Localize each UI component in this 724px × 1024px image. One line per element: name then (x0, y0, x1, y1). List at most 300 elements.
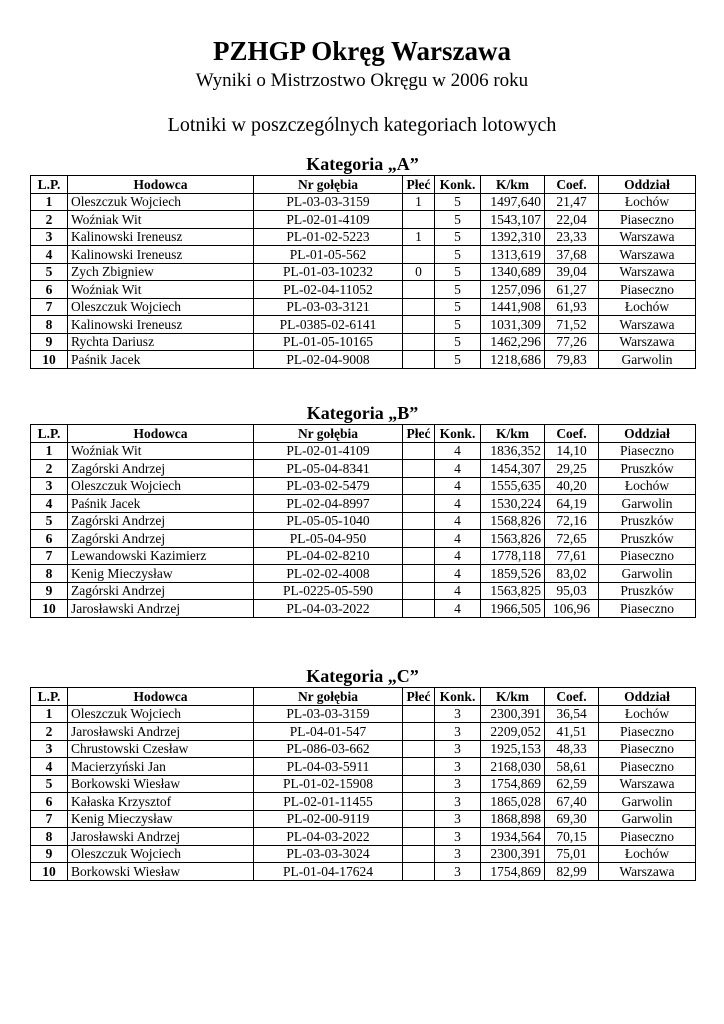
pigeon-number: PL-05-04-950 (254, 530, 403, 548)
kkm-value: 1218,686 (481, 351, 545, 369)
pigeon-number: PL-01-02-5223 (254, 228, 403, 246)
competitions-count: 5 (435, 246, 481, 264)
row-number: 1 (31, 442, 68, 460)
breeder-name: Woźniak Wit (68, 281, 254, 299)
competitions-count: 3 (435, 810, 481, 828)
table-row (31, 600, 696, 618)
col-coef-header: Coef. (545, 425, 599, 443)
pigeon-number: PL-01-02-15908 (254, 775, 403, 793)
pigeon-sex (403, 495, 435, 513)
coefficient-value: 70,15 (545, 828, 599, 846)
breeder-name: Zych Zbigniew (68, 263, 254, 281)
breeder-name: Woźniak Wit (68, 442, 254, 460)
breeder-name: Paśnik Jacek (68, 495, 254, 513)
coefficient-value: 72,16 (545, 512, 599, 530)
kkm-value: 1031,309 (481, 316, 545, 334)
category-a-section (30, 153, 695, 369)
competitions-count: 5 (435, 263, 481, 281)
kkm-value: 1865,028 (481, 793, 545, 811)
branch-name: Pruszków (599, 530, 696, 548)
branch-name: Łochów (599, 705, 696, 723)
table-row (31, 460, 696, 478)
row-number: 8 (31, 565, 68, 583)
coefficient-value: 62,59 (545, 775, 599, 793)
kkm-value: 2300,391 (481, 705, 545, 723)
table-row (31, 351, 696, 369)
pigeon-sex (403, 333, 435, 351)
table-row (31, 298, 696, 316)
competitions-count: 3 (435, 758, 481, 776)
row-number: 3 (31, 228, 68, 246)
row-number: 3 (31, 740, 68, 758)
pigeon-number: PL-02-04-9008 (254, 351, 403, 369)
table-row (31, 793, 696, 811)
row-number: 4 (31, 758, 68, 776)
breeder-name: Macierzyński Jan (68, 758, 254, 776)
coefficient-value: 39,04 (545, 263, 599, 281)
competitions-count: 3 (435, 828, 481, 846)
kkm-value: 1754,869 (481, 775, 545, 793)
pigeon-sex (403, 705, 435, 723)
coefficient-value: 72,65 (545, 530, 599, 548)
table-row (31, 775, 696, 793)
kkm-value: 1563,825 (481, 582, 545, 600)
coefficient-value: 61,27 (545, 281, 599, 299)
breeder-name: Kenig Mieczysław (68, 810, 254, 828)
col-plec-header: Płeć (403, 688, 435, 706)
col-lp-header: L.P. (31, 176, 68, 194)
breeder-name: Zagórski Andrzej (68, 530, 254, 548)
branch-name: Łochów (599, 298, 696, 316)
table-row (31, 281, 696, 299)
branch-name: Warszawa (599, 263, 696, 281)
kkm-value: 1441,908 (481, 298, 545, 316)
pigeon-sex (403, 582, 435, 600)
pigeon-number: PL-02-01-4109 (254, 442, 403, 460)
pigeon-number: PL-0225-05-590 (254, 582, 403, 600)
pigeon-sex: 0 (403, 263, 435, 281)
kkm-value: 1934,564 (481, 828, 545, 846)
breeder-name: Oleszczuk Wojciech (68, 845, 254, 863)
pigeon-sex: 1 (403, 228, 435, 246)
branch-name: Warszawa (599, 333, 696, 351)
coefficient-value: 79,83 (545, 351, 599, 369)
col-hodowca-header: Hodowca (68, 688, 254, 706)
branch-name: Garwolin (599, 565, 696, 583)
breeder-name: Woźniak Wit (68, 211, 254, 229)
col-kkm-header: K/km (481, 176, 545, 194)
pigeon-sex (403, 246, 435, 264)
breeder-name: Oleszczuk Wojciech (68, 705, 254, 723)
competitions-count: 4 (435, 582, 481, 600)
coefficient-value: 22,04 (545, 211, 599, 229)
breeder-name: Oleszczuk Wojciech (68, 193, 254, 211)
col-konk-header: Konk. (435, 176, 481, 194)
table-row (31, 705, 696, 723)
coefficient-value: 37,68 (545, 246, 599, 264)
branch-name: Łochów (599, 477, 696, 495)
coefficient-value: 69,30 (545, 810, 599, 828)
pigeon-sex (403, 211, 435, 229)
branch-name: Piaseczno (599, 211, 696, 229)
table-row (31, 263, 696, 281)
pigeon-number: PL-03-03-3024 (254, 845, 403, 863)
competitions-count: 4 (435, 600, 481, 618)
competitions-count: 4 (435, 547, 481, 565)
branch-name: Piaseczno (599, 828, 696, 846)
pigeon-number: PL-02-00-9119 (254, 810, 403, 828)
competitions-count: 4 (435, 565, 481, 583)
pigeon-sex (403, 793, 435, 811)
row-number: 9 (31, 845, 68, 863)
coefficient-value: 23,33 (545, 228, 599, 246)
category-b-section (30, 402, 695, 618)
table-row (31, 810, 696, 828)
coefficient-value: 77,61 (545, 547, 599, 565)
category-b-title: Kategoria „B” (306, 403, 419, 423)
competitions-count: 3 (435, 793, 481, 811)
kkm-value: 2300,391 (481, 845, 545, 863)
row-number: 4 (31, 246, 68, 264)
col-oddzial-header: Oddział (599, 688, 696, 706)
kkm-value: 1454,307 (481, 460, 545, 478)
pigeon-number: PL-03-02-5479 (254, 477, 403, 495)
breeder-name: Borkowski Wiesław (68, 863, 254, 881)
row-number: 6 (31, 281, 68, 299)
branch-name: Piaseczno (599, 281, 696, 299)
category-c-table (30, 687, 696, 881)
row-number: 7 (31, 810, 68, 828)
coefficient-value: 77,26 (545, 333, 599, 351)
table-header-row (31, 688, 696, 706)
coefficient-value: 61,93 (545, 298, 599, 316)
branch-name: Garwolin (599, 810, 696, 828)
pigeon-number: PL-03-03-3121 (254, 298, 403, 316)
coefficient-value: 21,47 (545, 193, 599, 211)
col-plec-header: Płeć (403, 425, 435, 443)
table-row (31, 863, 696, 881)
coefficient-value: 106,96 (545, 600, 599, 618)
col-nr-golebia-header: Nr gołębia (254, 688, 403, 706)
document-subtitle: Wyniki o Mistrzostwo Okręgu w 2006 roku (195, 70, 529, 91)
pigeon-sex (403, 600, 435, 618)
row-number: 6 (31, 793, 68, 811)
row-number: 8 (31, 316, 68, 334)
branch-name: Piaseczno (599, 740, 696, 758)
table-header-row (31, 176, 696, 194)
coefficient-value: 64,19 (545, 495, 599, 513)
competitions-count: 3 (435, 740, 481, 758)
col-oddzial-header: Oddział (599, 176, 696, 194)
pigeon-sex: 1 (403, 193, 435, 211)
pigeon-sex (403, 758, 435, 776)
pigeon-number: PL-04-01-547 (254, 723, 403, 741)
table-row (31, 228, 696, 246)
pigeon-number: PL-0385-02-6141 (254, 316, 403, 334)
row-number: 10 (31, 351, 68, 369)
kkm-value: 1836,352 (481, 442, 545, 460)
table-row (31, 333, 696, 351)
branch-name: Łochów (599, 193, 696, 211)
col-lp-header: L.P. (31, 425, 68, 443)
row-number: 1 (31, 705, 68, 723)
table-row (31, 193, 696, 211)
coefficient-value: 29,25 (545, 460, 599, 478)
branch-name: Warszawa (599, 775, 696, 793)
col-lp-header: L.P. (31, 688, 68, 706)
breeder-name: Jarosławski Andrzej (68, 600, 254, 618)
pigeon-number: PL-03-03-3159 (254, 705, 403, 723)
coefficient-value: 40,20 (545, 477, 599, 495)
pigeon-sex (403, 828, 435, 846)
pigeon-sex (403, 530, 435, 548)
category-c-title: Kategoria „C” (306, 666, 419, 686)
kkm-value: 1462,296 (481, 333, 545, 351)
row-number: 4 (31, 495, 68, 513)
breeder-name: Oleszczuk Wojciech (68, 477, 254, 495)
table-header-row (31, 425, 696, 443)
branch-name: Pruszków (599, 460, 696, 478)
col-nr-golebia-header: Nr gołębia (254, 176, 403, 194)
row-number: 5 (31, 512, 68, 530)
breeder-name: Kalinowski Ireneusz (68, 246, 254, 264)
branch-name: Piaseczno (599, 442, 696, 460)
pigeon-sex (403, 316, 435, 334)
row-number: 2 (31, 723, 68, 741)
row-number: 10 (31, 863, 68, 881)
breeder-name: Jarosławski Andrzej (68, 723, 254, 741)
table-row (31, 495, 696, 513)
pigeon-sex (403, 740, 435, 758)
breeder-name: Chrustowski Czesław (68, 740, 254, 758)
col-konk-header: Konk. (435, 425, 481, 443)
coefficient-value: 71,52 (545, 316, 599, 334)
coefficient-value: 83,02 (545, 565, 599, 583)
category-b-table (30, 424, 696, 618)
kkm-value: 1340,689 (481, 263, 545, 281)
competitions-count: 3 (435, 863, 481, 881)
row-number: 9 (31, 582, 68, 600)
kkm-value: 1966,505 (481, 600, 545, 618)
coefficient-value: 36,54 (545, 705, 599, 723)
branch-name: Garwolin (599, 793, 696, 811)
competitions-count: 5 (435, 316, 481, 334)
branch-name: Pruszków (599, 582, 696, 600)
row-number: 8 (31, 828, 68, 846)
pigeon-sex (403, 460, 435, 478)
pigeon-number: PL-02-01-4109 (254, 211, 403, 229)
col-hodowca-header: Hodowca (68, 176, 254, 194)
branch-name: Piaseczno (599, 723, 696, 741)
breeder-name: Kenig Mieczysław (68, 565, 254, 583)
competitions-count: 4 (435, 477, 481, 495)
pigeon-number: PL-02-01-11455 (254, 793, 403, 811)
row-number: 5 (31, 775, 68, 793)
col-nr-golebia-header: Nr gołębia (254, 425, 403, 443)
pigeon-number: PL-04-03-2022 (254, 828, 403, 846)
breeder-name: Paśnik Jacek (68, 351, 254, 369)
breeder-name: Kalinowski Ireneusz (68, 316, 254, 334)
coefficient-value: 14,10 (545, 442, 599, 460)
kkm-value: 1555,635 (481, 477, 545, 495)
competitions-count: 5 (435, 228, 481, 246)
branch-name: Warszawa (599, 863, 696, 881)
branch-name: Garwolin (599, 351, 696, 369)
pigeon-number: PL-01-04-17624 (254, 863, 403, 881)
pigeon-sex (403, 281, 435, 299)
competitions-count: 3 (435, 845, 481, 863)
coefficient-value: 48,33 (545, 740, 599, 758)
pigeon-number: PL-04-02-8210 (254, 547, 403, 565)
competitions-count: 4 (435, 442, 481, 460)
breeder-name: Rychta Dariusz (68, 333, 254, 351)
table-row (31, 512, 696, 530)
row-number: 3 (31, 477, 68, 495)
col-kkm-header: K/km (481, 688, 545, 706)
pigeon-number: PL-05-05-1040 (254, 512, 403, 530)
competitions-count: 3 (435, 705, 481, 723)
pigeon-sex (403, 442, 435, 460)
branch-name: Pruszków (599, 512, 696, 530)
col-plec-header: Płeć (403, 176, 435, 194)
table-row (31, 211, 696, 229)
competitions-count: 3 (435, 775, 481, 793)
pigeon-number: PL-04-03-2022 (254, 600, 403, 618)
pigeon-number: PL-01-03-10232 (254, 263, 403, 281)
breeder-name: Zagórski Andrzej (68, 582, 254, 600)
kkm-value: 1530,224 (481, 495, 545, 513)
branch-name: Piaseczno (599, 547, 696, 565)
coefficient-value: 58,61 (545, 758, 599, 776)
table-row (31, 740, 696, 758)
kkm-value: 1497,640 (481, 193, 545, 211)
branch-name: Piaseczno (599, 758, 696, 776)
document-title: PZHGP Okręg Warszawa (213, 36, 511, 66)
kkm-value: 1778,118 (481, 547, 545, 565)
pigeon-number: PL-01-05-10165 (254, 333, 403, 351)
table-row (31, 442, 696, 460)
table-row (31, 316, 696, 334)
kkm-value: 1868,898 (481, 810, 545, 828)
table-row (31, 547, 696, 565)
coefficient-value: 67,40 (545, 793, 599, 811)
kkm-value: 1257,096 (481, 281, 545, 299)
pigeon-number: PL-02-04-8997 (254, 495, 403, 513)
branch-name: Garwolin (599, 495, 696, 513)
table-row (31, 565, 696, 583)
kkm-value: 1568,826 (481, 512, 545, 530)
competitions-count: 4 (435, 512, 481, 530)
branch-name: Warszawa (599, 246, 696, 264)
category-a-title: Kategoria „A” (306, 154, 419, 174)
kkm-value: 1754,869 (481, 863, 545, 881)
row-number: 5 (31, 263, 68, 281)
branch-name: Warszawa (599, 316, 696, 334)
kkm-value: 1563,826 (481, 530, 545, 548)
pigeon-sex (403, 547, 435, 565)
pigeon-sex (403, 298, 435, 316)
row-number: 6 (31, 530, 68, 548)
coefficient-value: 75,01 (545, 845, 599, 863)
breeder-name: Borkowski Wiesław (68, 775, 254, 793)
pigeon-number: PL-04-03-5911 (254, 758, 403, 776)
competitions-count: 5 (435, 333, 481, 351)
breeder-name: Zagórski Andrzej (68, 460, 254, 478)
col-konk-header: Konk. (435, 688, 481, 706)
branch-name: Warszawa (599, 228, 696, 246)
breeder-name: Kalinowski Ireneusz (68, 228, 254, 246)
section-heading: Lotniki w poszczególnych kategoriach lotowych (167, 114, 557, 136)
pigeon-sex (403, 512, 435, 530)
branch-name: Piaseczno (599, 600, 696, 618)
kkm-value: 1925,153 (481, 740, 545, 758)
pigeon-number: PL-02-02-4008 (254, 565, 403, 583)
kkm-value: 2209,052 (481, 723, 545, 741)
table-row (31, 530, 696, 548)
col-hodowca-header: Hodowca (68, 425, 254, 443)
pigeon-number: PL-086-03-662 (254, 740, 403, 758)
col-coef-header: Coef. (545, 688, 599, 706)
coefficient-value: 95,03 (545, 582, 599, 600)
table-row (31, 828, 696, 846)
breeder-name: Zagórski Andrzej (68, 512, 254, 530)
pigeon-sex (403, 723, 435, 741)
category-c-section (30, 665, 695, 881)
table-row (31, 723, 696, 741)
pigeon-number: PL-03-03-3159 (254, 193, 403, 211)
kkm-value: 1392,310 (481, 228, 545, 246)
row-number: 10 (31, 600, 68, 618)
competitions-count: 5 (435, 298, 481, 316)
row-number: 2 (31, 211, 68, 229)
pigeon-sex (403, 565, 435, 583)
breeder-name: Jarosławski Andrzej (68, 828, 254, 846)
competitions-count: 5 (435, 211, 481, 229)
pigeon-sex (403, 863, 435, 881)
coefficient-value: 82,99 (545, 863, 599, 881)
row-number: 7 (31, 298, 68, 316)
competitions-count: 5 (435, 193, 481, 211)
pigeon-sex (403, 477, 435, 495)
pigeon-sex (403, 845, 435, 863)
pigeon-number: PL-05-04-8341 (254, 460, 403, 478)
row-number: 1 (31, 193, 68, 211)
kkm-value: 1859,526 (481, 565, 545, 583)
kkm-value: 1313,619 (481, 246, 545, 264)
competitions-count: 5 (435, 351, 481, 369)
breeder-name: Lewandowski Kazimierz (68, 547, 254, 565)
col-coef-header: Coef. (545, 176, 599, 194)
pigeon-sex (403, 351, 435, 369)
table-row (31, 246, 696, 264)
row-number: 2 (31, 460, 68, 478)
breeder-name: Kałaska Krzysztof (68, 793, 254, 811)
table-row (31, 758, 696, 776)
col-kkm-header: K/km (481, 425, 545, 443)
category-a-table (30, 175, 696, 369)
coefficient-value: 41,51 (545, 723, 599, 741)
competitions-count: 4 (435, 495, 481, 513)
competitions-count: 3 (435, 723, 481, 741)
kkm-value: 1543,107 (481, 211, 545, 229)
pigeon-number: PL-02-04-11052 (254, 281, 403, 299)
table-row (31, 582, 696, 600)
breeder-name: Oleszczuk Wojciech (68, 298, 254, 316)
row-number: 7 (31, 547, 68, 565)
competitions-count: 5 (435, 281, 481, 299)
pigeon-sex (403, 775, 435, 793)
competitions-count: 4 (435, 460, 481, 478)
